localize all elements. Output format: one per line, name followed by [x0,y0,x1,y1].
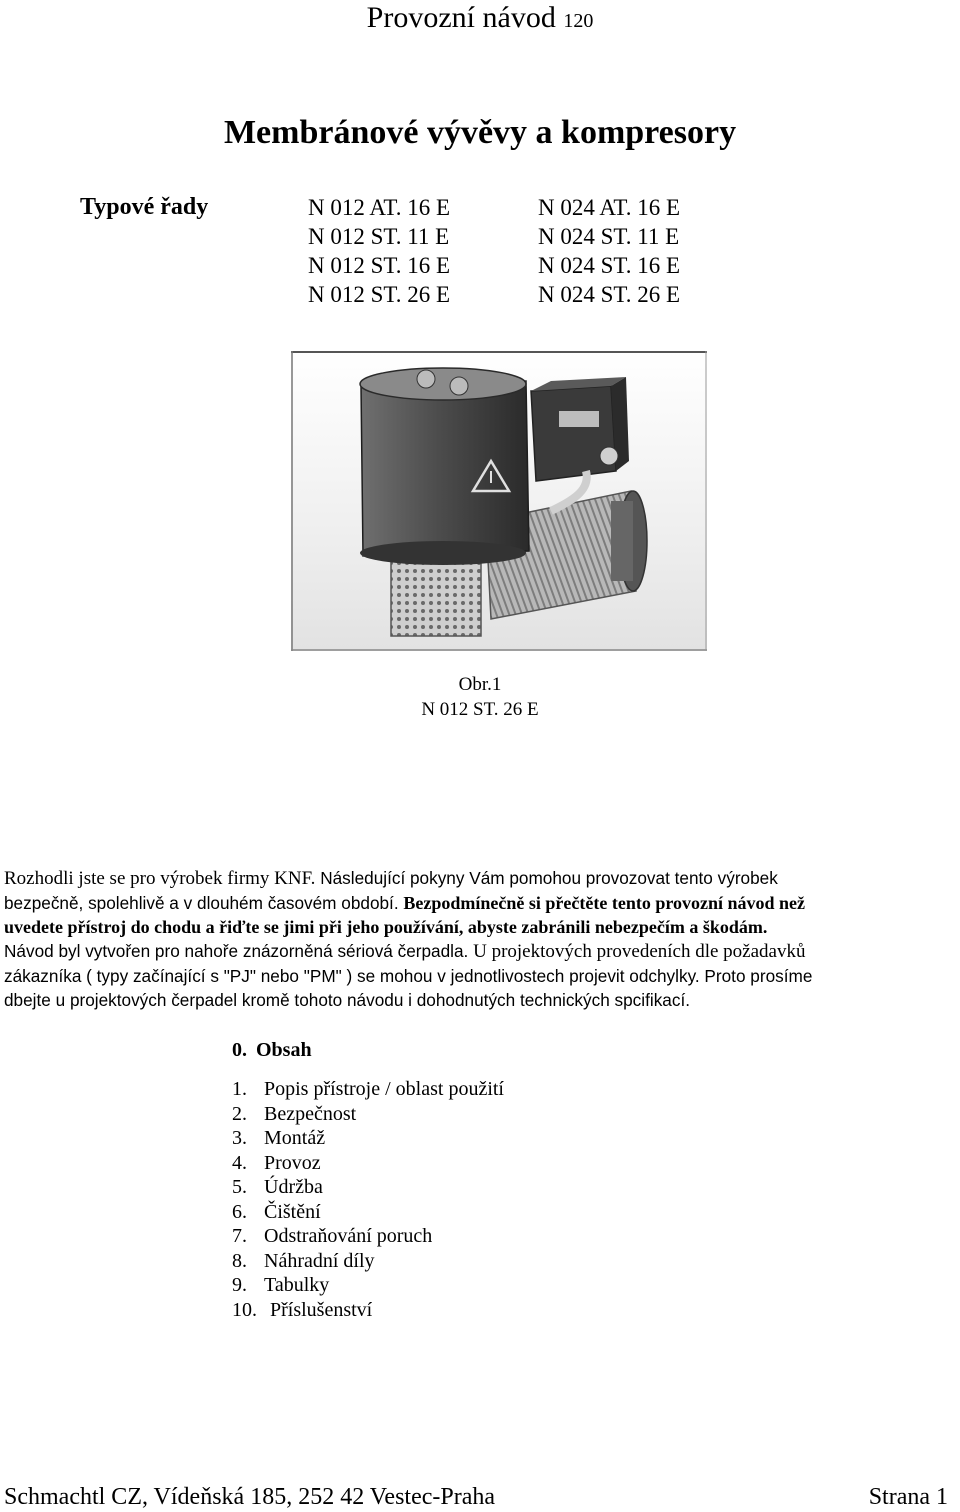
series-item: N 024 AT. 16 E [538,195,681,220]
toc-item-label: Montáž [264,1127,326,1149]
intro-text: Následující pokyny Vám pomohou provozovat tento výrobek [315,868,778,888]
toc-item-number: 9. [232,1274,247,1296]
toc-item [232,1298,504,1323]
footer-address: Schmachtl CZ, Vídeňská 185, 252 42 Vestec-Praha [4,1484,496,1510]
toc-item-label: Čištění [264,1200,321,1223]
toc-item-label: Popis přístroje / oblast použití [264,1078,504,1100]
series-item: N 012 ST. 26 E [308,282,451,307]
toc-heading-number: 0. [232,1039,247,1061]
intro-text: dbejte u projektových čerpadel kromě tohoto návodu i dohodnutých technických spcifikací. [4,990,690,1010]
intro-warning: Bezpodmínečně si přečtěte tento provozní návod než [403,893,806,913]
series-item: N 012 ST. 16 E [308,253,451,278]
toc-item-label: Příslušenství [270,1298,373,1321]
series-column-n024 [538,193,680,309]
toc-item [232,1102,504,1127]
header-title-text: Provozní návod [366,1,556,34]
series-column-n012 [308,193,450,309]
header-title-number: 120 [563,10,594,32]
toc-item-label: Provoz [264,1151,321,1174]
toc-item-number: 6. [232,1200,247,1223]
toc-item-label: Údržba [264,1176,323,1198]
series-item: N 012 ST. 11 E [308,224,450,249]
toc-item-label: Náhradní díly [264,1249,375,1272]
toc-item-label: Odstraňování poruch [264,1225,433,1247]
intro-line [4,988,940,1012]
intro-text: Návod byl vytvořen pro nahoře znázorněná sériová čerpadla. [4,941,469,961]
toc-item-label: Tabulky [264,1274,330,1296]
toc-list [232,1077,504,1322]
intro-text: U projektových provedeních dle požadavků [468,941,806,962]
toc-item [232,1126,504,1151]
toc-item-number: 10. [232,1298,257,1321]
series-item: N 024 ST. 26 E [538,282,681,307]
series-item: N 024 ST. 16 E [538,253,681,278]
intro-text: bezpečně, spolehlivě a v dlouhém časovém období. [4,893,404,913]
toc-item-number: 1. [232,1078,247,1100]
toc-heading [232,1038,312,1062]
intro-warning: uvedete přístroj do chodu a řiďte se jimi při jeho používání, abyste zabránili nebezpečím a škodám. [4,917,768,937]
series-label: Typové řady [80,194,209,220]
figure-caption [0,672,960,722]
intro-line [4,964,940,988]
intro-line [4,915,940,939]
intro-line [4,939,940,964]
intro-line [4,891,940,915]
figure-label: Obr.1 [458,674,502,695]
toc-item-number: 5. [232,1176,247,1198]
toc-item [232,1151,504,1176]
toc-heading-label: Obsah [256,1039,312,1061]
toc-item [232,1175,504,1200]
intro-text: Rozhodli jste se pro výrobek firmy KNF. [4,868,316,889]
toc-item [232,1273,504,1298]
toc-item-number: 7. [232,1225,247,1247]
toc-item [232,1200,504,1225]
pump-illustration [291,351,707,651]
toc-item-number: 4. [232,1151,247,1174]
toc-item [232,1224,504,1249]
toc-item-number: 3. [232,1127,247,1149]
header-title [0,0,960,39]
document-title: Membránové vývěvy a kompresory [223,114,737,151]
toc-item [232,1077,504,1102]
footer-page-number: Strana 1 [868,1484,948,1510]
toc-item-number: 8. [232,1249,247,1272]
figure-model: N 012 ST. 26 E [421,699,539,720]
toc-item [232,1249,504,1274]
toc-item-number: 2. [232,1102,247,1125]
intro-text: zákazníka ( typy začínající s "PJ" nebo "PM" ) se mohou v jednotlivostech projevit odchylky. Proto prosíme [4,966,813,986]
intro-line [4,866,940,891]
intro-paragraph [4,866,940,1012]
pump-photo [291,351,707,651]
toc-item-label: Bezpečnost [264,1102,357,1125]
series-item: N 012 AT. 16 E [308,195,451,220]
series-item: N 024 ST. 11 E [538,224,680,249]
